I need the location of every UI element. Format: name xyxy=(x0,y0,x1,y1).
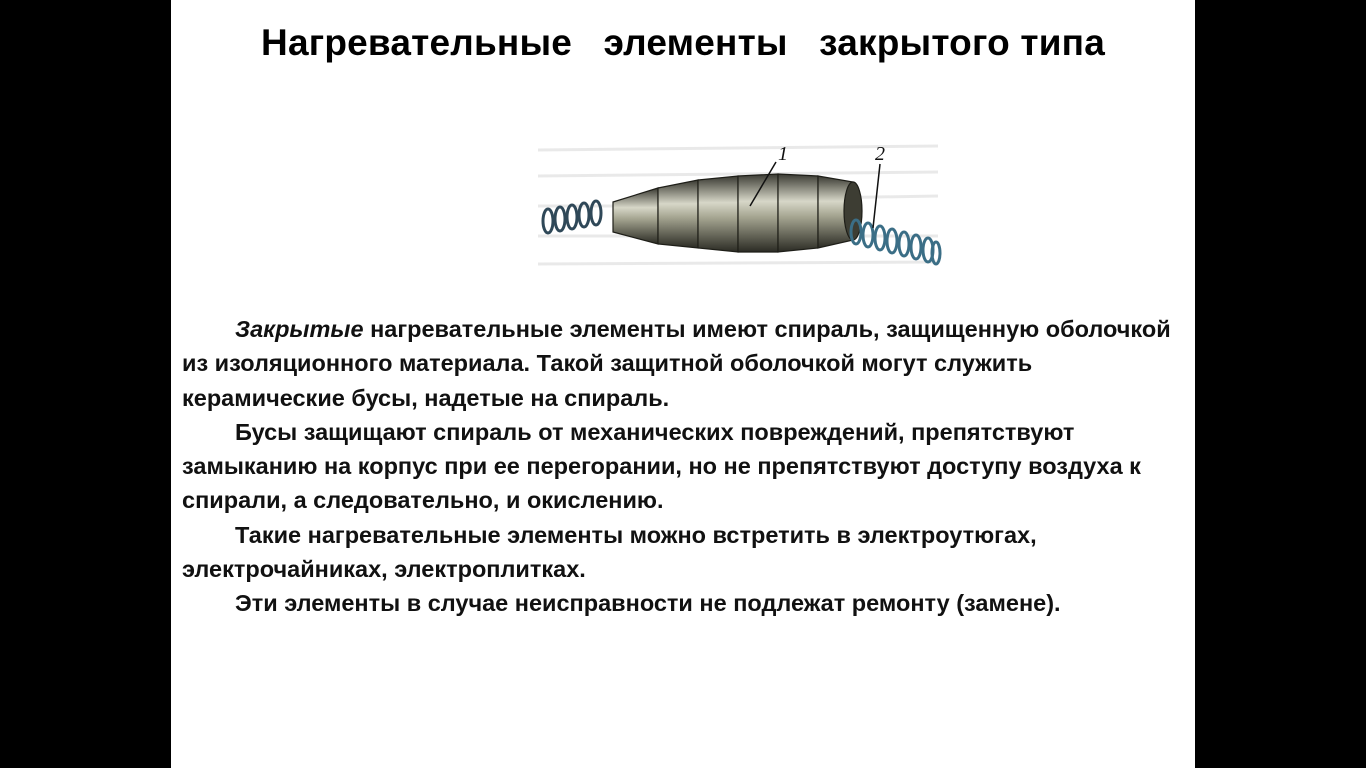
paragraph-1 xyxy=(182,312,1182,415)
right-coil xyxy=(851,220,940,264)
paragraph-1-lead: Закрытые xyxy=(235,316,364,342)
paragraph-4: Эти элементы в случае неисправности не подлежат ремонту (замене). xyxy=(235,590,1061,617)
label-1: 1 xyxy=(778,143,788,165)
heating-element-illustration xyxy=(538,136,943,276)
slide-title: Нагревательные элементы закрытого типа xyxy=(261,22,1105,63)
label-2: 2 xyxy=(875,143,885,165)
paragraph-1-text: нагревательные элементы имеют спираль, защищенную оболочкой из изоляционного материала. Такой защитной оболочкой могут служить керамические бусы, надетые на спираль. xyxy=(182,316,1171,411)
paragraph-2: Бусы защищают спираль от механических повреждений, препятствуют замыканию на корпус при ее перегорании, но не препятствуют доступу воздуха к спирали, а следовательно, и окислению. xyxy=(182,418,1141,514)
paragraph-3: Такие нагревательные элементы можно встретить в электроутюгах, электрочайниках, электроплитках. xyxy=(182,521,1037,583)
slide xyxy=(171,0,1195,768)
body-text xyxy=(182,312,1182,621)
ceramic-beads xyxy=(613,174,862,252)
